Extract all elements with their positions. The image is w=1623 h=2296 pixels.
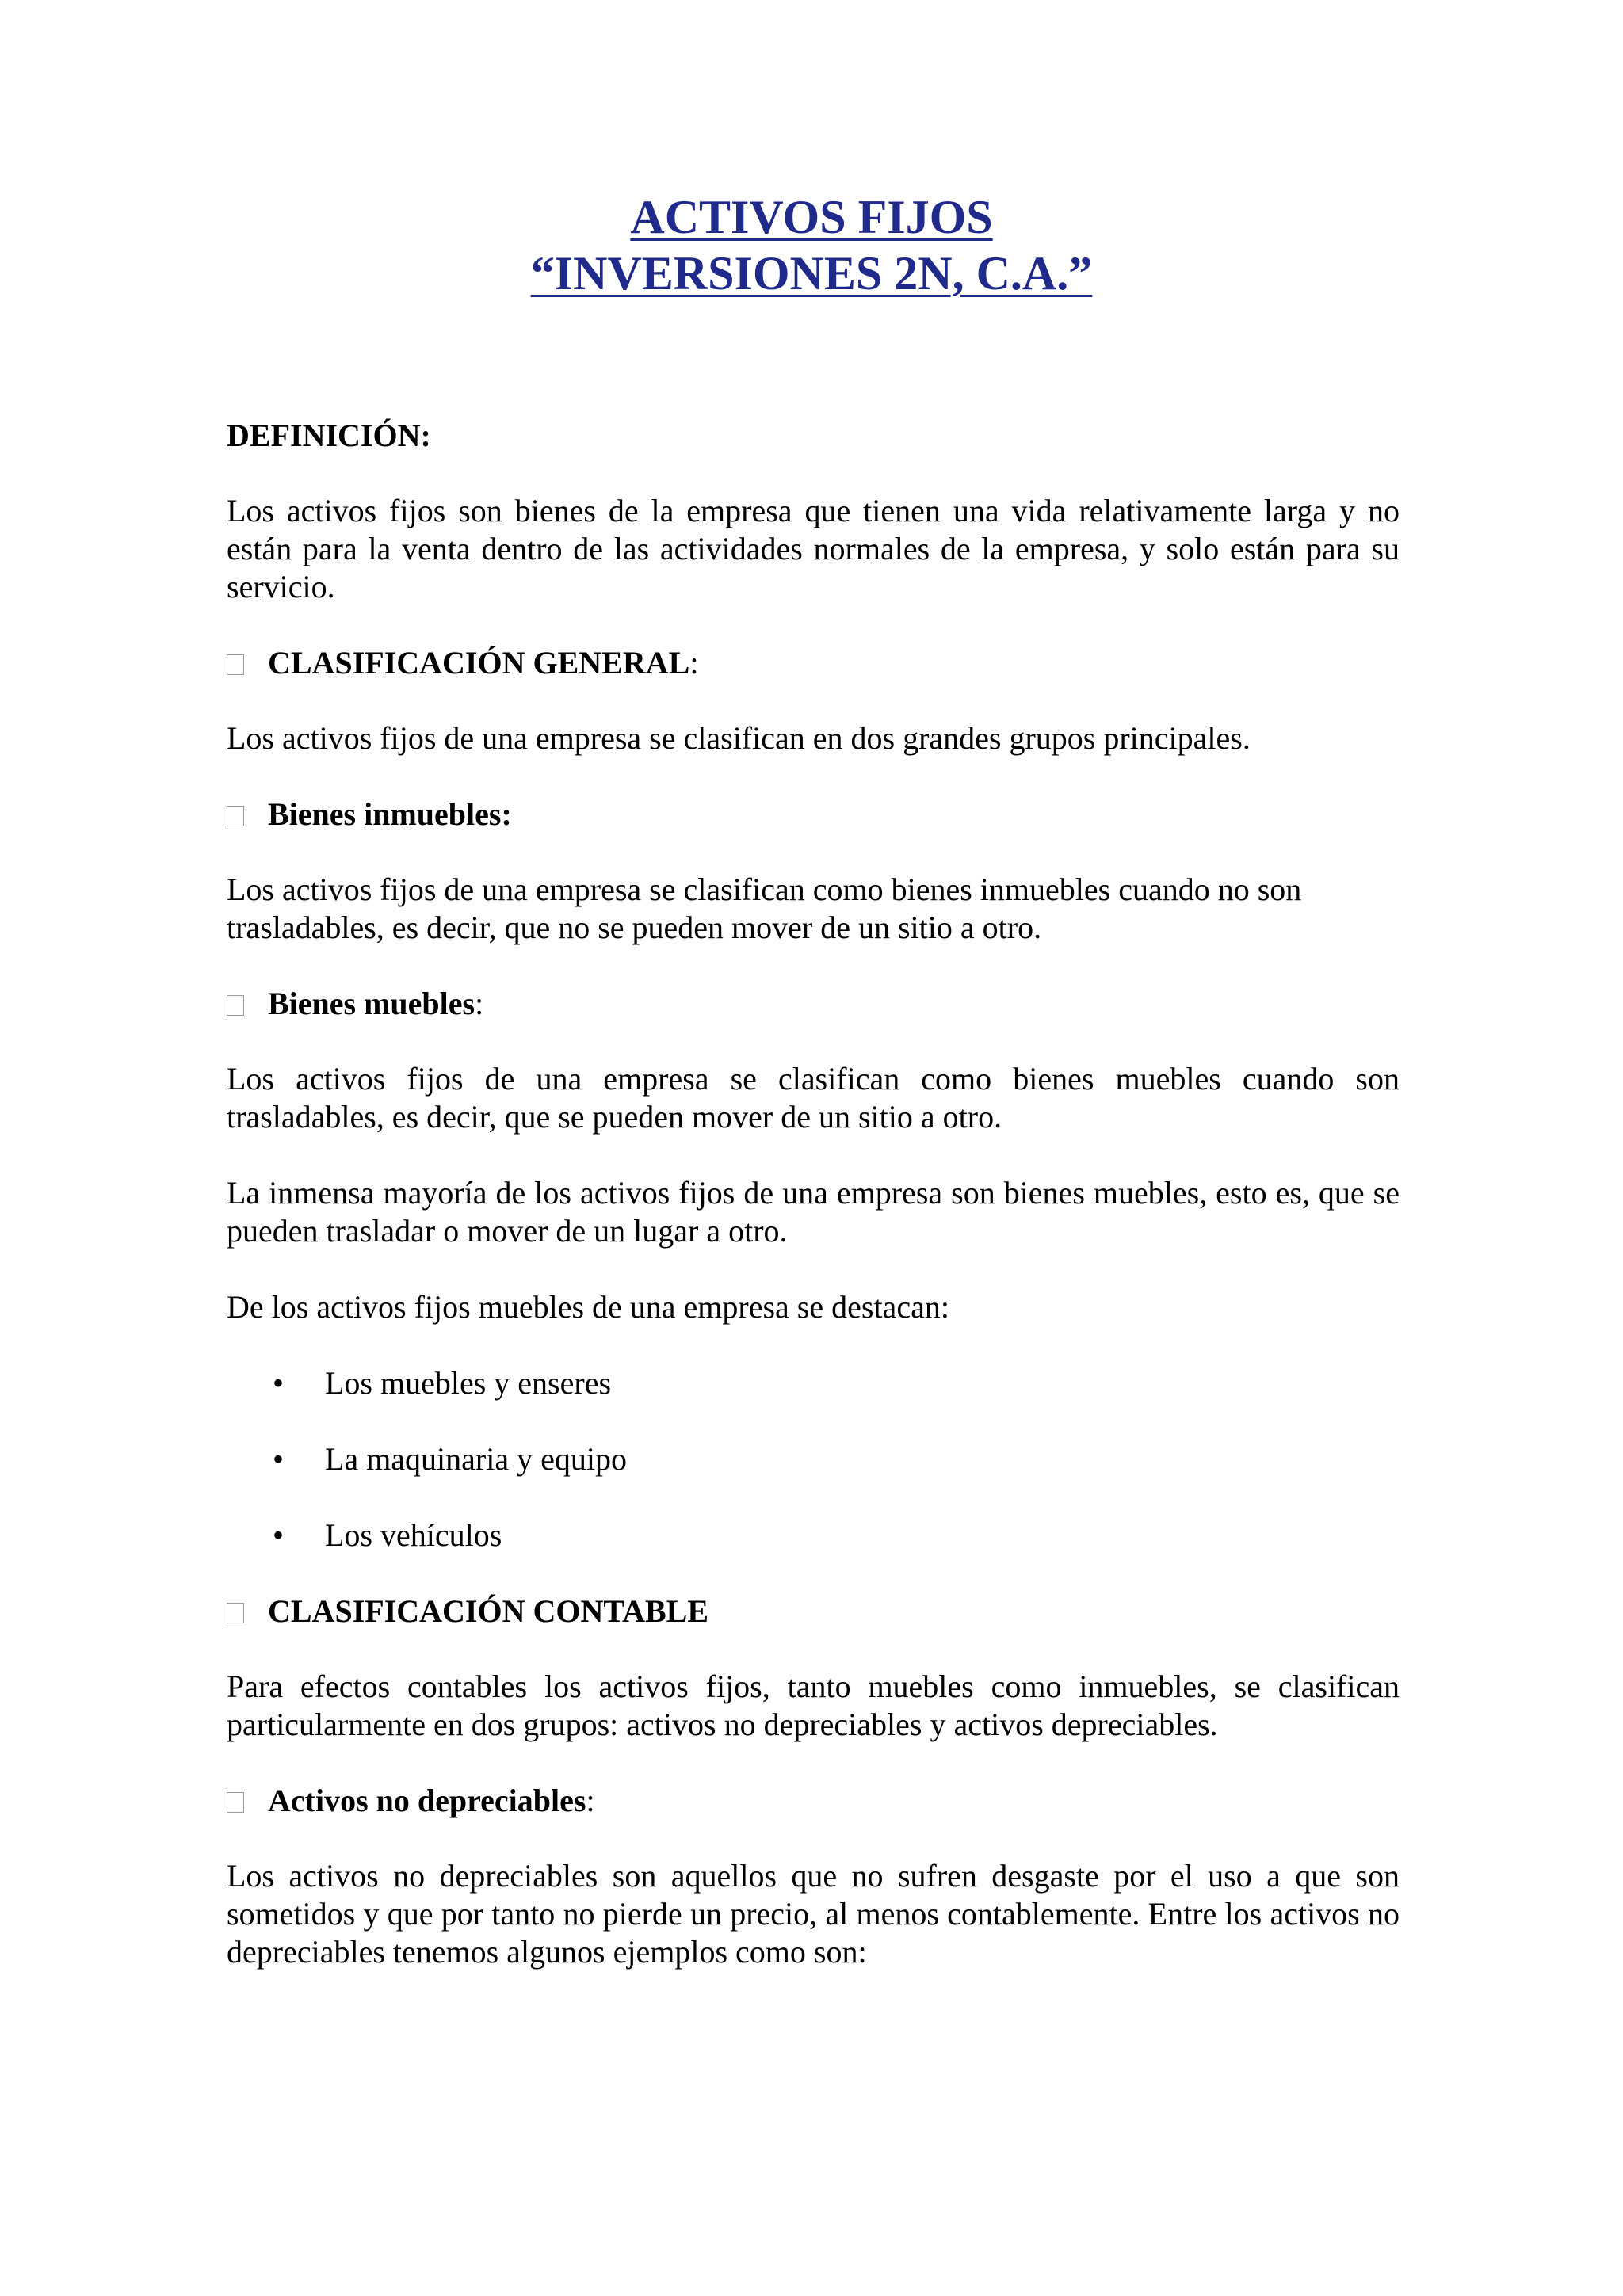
paragraph-definicion: Los activos fijos son bienes de la empresa que tienen una vida relativamente larga y no están para la venta dentro de las actividades normales de la empresa, y solo están para su servicio. (227, 493, 1400, 605)
heading-bienes-inmuebles: Bienes inmuebles: (268, 796, 512, 832)
bullet-icon: • (273, 1517, 285, 1553)
list-item: Los vehículos (325, 1517, 502, 1553)
heading-clasificacion-contable: CLASIFICACIÓN CONTABLE (268, 1593, 709, 1629)
heading-activos-no-depreciables: Activos no depreciables (268, 1783, 586, 1818)
paragraph-activos-no-depreciables: Los activos no depreciables son aquellos que no sufren desgaste por el uso a que son sometidos y que por tanto no pierde un precio, al menos contablemente. Entre los activos no depreciables tenemos algunos ejemplos como son: (227, 1858, 1400, 1970)
paragraph-bienes-inmuebles: Los activos fijos de una empresa se clasifican como bienes inmuebles cuando no son trasladables, es decir, que no se pueden mover de un sitio a otro. (227, 871, 1302, 945)
paragraph-clasificacion-general: Los activos fijos de una empresa se clasifican en dos grandes grupos principales. (227, 720, 1251, 756)
empty-box-icon (227, 806, 244, 826)
list-item: La maquinaria y equipo (325, 1441, 627, 1477)
heading-bienes-muebles: Bienes muebles (268, 986, 475, 1021)
empty-box-icon (227, 654, 244, 675)
empty-box-icon (227, 1792, 244, 1813)
document-title: ACTIVOS FIJOS (630, 191, 993, 243)
section-bienes-muebles: Bienes muebles: (227, 985, 483, 1023)
empty-box-icon (227, 995, 244, 1016)
paragraph-clasificacion-contable: Para efectos contables los activos fijos, tanto muebles como inmuebles, se clasifican particularmente en dos grupos: activos no depreciables y activos depreciables. (227, 1669, 1400, 1742)
paragraph-bienes-muebles-2: La inmensa mayoría de los activos fijos de una empresa son bienes muebles, esto es, que se pueden trasladar o mover de un lugar a otro. (227, 1175, 1400, 1249)
document-subtitle: “INVERSIONES 2N, C.A.” (530, 247, 1093, 299)
list-item: Los muebles y enseres (325, 1365, 612, 1401)
paragraph-bienes-muebles-3: De los activos fijos muebles de una empresa se destacan: (227, 1289, 949, 1325)
section-activos-no-depreciables: Activos no depreciables: (227, 1782, 595, 1820)
bullet-icon: • (273, 1441, 285, 1477)
section-clasificacion-general: CLASIFICACIÓN GENERAL: (227, 644, 698, 682)
heading-clasificacion-general: CLASIFICACIÓN GENERAL (268, 645, 690, 681)
section-bienes-inmuebles (227, 795, 512, 833)
paragraph-bienes-muebles: Los activos fijos de una empresa se clasifican como bienes muebles cuando son trasladables, es decir, que se pueden mover de un sitio a otro. (227, 1061, 1400, 1135)
empty-box-icon (227, 1603, 244, 1623)
heading-definicion: DEFINICIÓN: (227, 418, 431, 453)
bullet-icon: • (273, 1365, 285, 1401)
section-clasificacion-contable (227, 1592, 708, 1630)
